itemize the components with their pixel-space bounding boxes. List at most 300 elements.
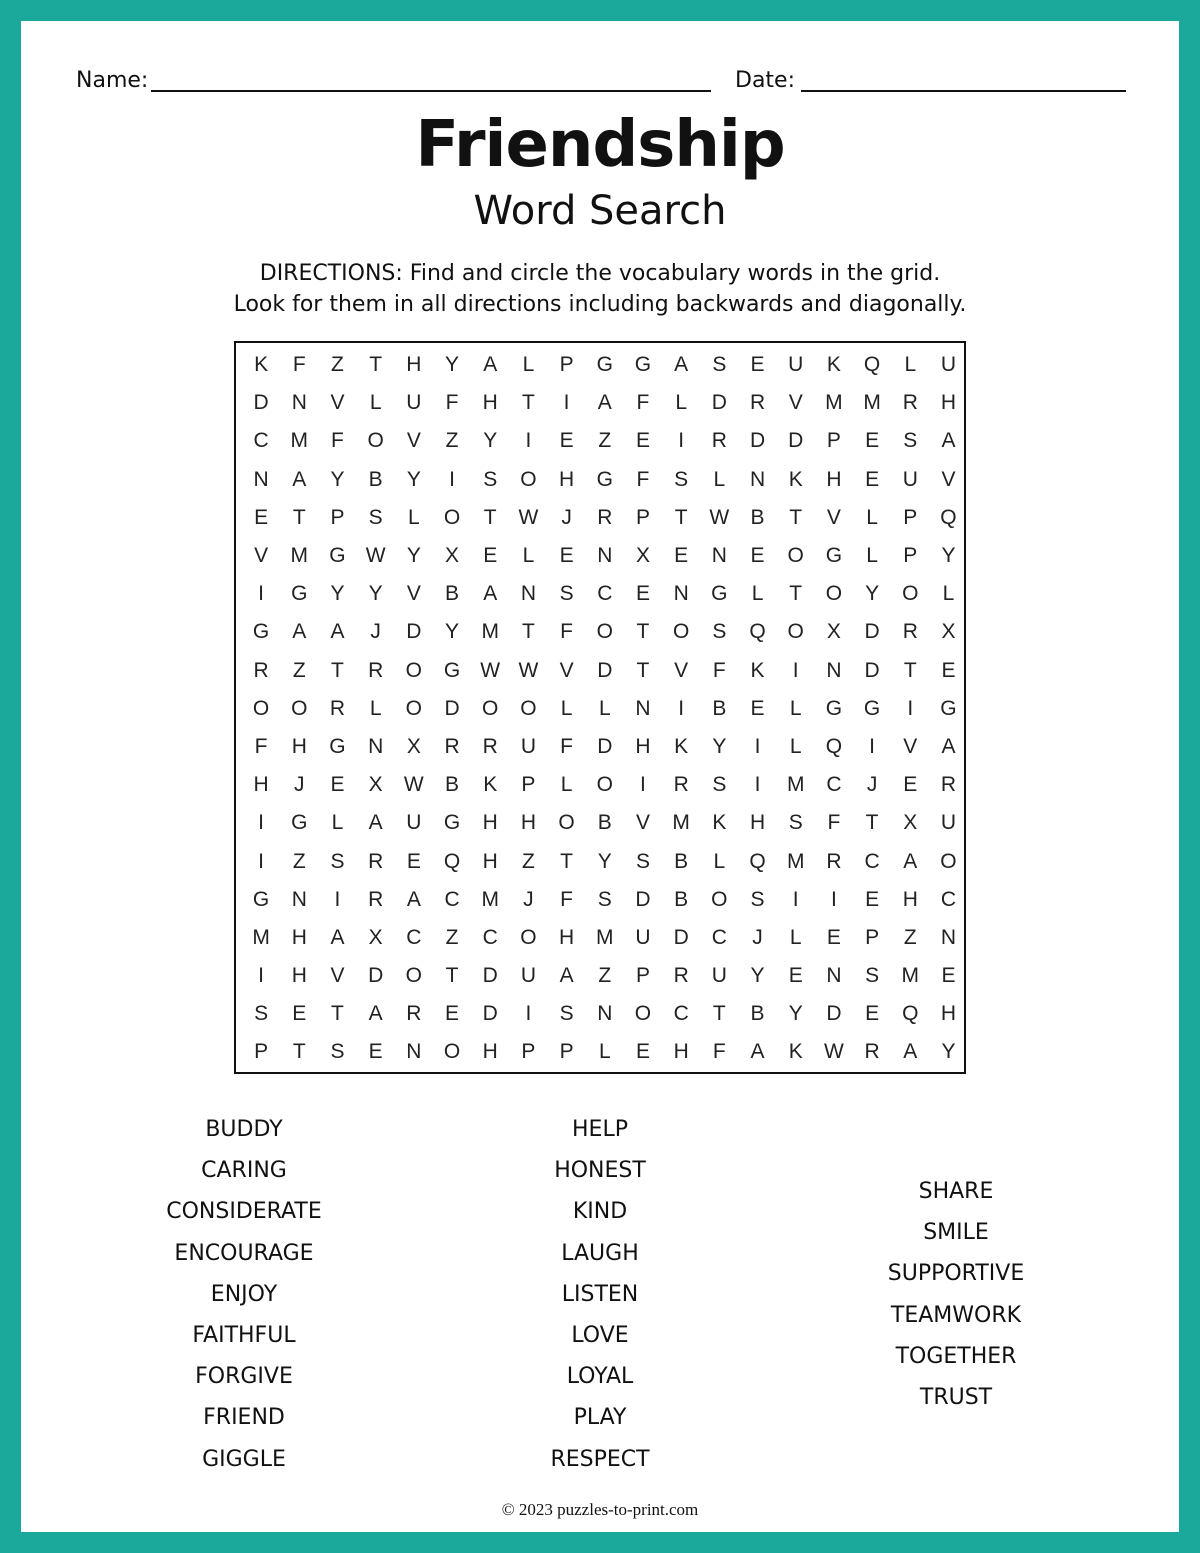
grid-letter[interactable]: C <box>940 887 957 911</box>
grid-letter[interactable]: O <box>405 964 423 988</box>
grid-letter[interactable]: J <box>370 620 381 644</box>
grid-letter[interactable]: H <box>749 811 766 835</box>
grid-letter[interactable]: K <box>483 773 498 797</box>
grid-letter[interactable]: F <box>331 429 344 453</box>
grid-letter[interactable]: S <box>788 811 803 835</box>
grid-letter[interactable]: H <box>559 925 575 949</box>
grid-letter[interactable]: E <box>750 353 765 377</box>
grid-letter[interactable]: A <box>292 620 307 644</box>
grid-letter[interactable]: R <box>902 391 918 415</box>
grid-letter[interactable]: R <box>864 1040 880 1064</box>
grid-letter[interactable]: L <box>598 1040 611 1064</box>
grid-letter[interactable]: E <box>941 658 956 682</box>
grid-letter[interactable]: G <box>825 696 843 720</box>
grid-letter[interactable]: N <box>711 544 727 568</box>
grid-letter[interactable]: A <box>368 811 383 835</box>
grid-letter[interactable]: B <box>750 505 765 529</box>
grid-letter[interactable]: T <box>789 582 803 606</box>
grid-letter[interactable]: S <box>483 467 498 491</box>
grid-letter[interactable]: Q <box>863 353 881 377</box>
grid-letter[interactable]: O <box>634 1002 652 1026</box>
grid-letter[interactable]: Z <box>598 429 612 453</box>
grid-letter[interactable]: R <box>253 658 269 682</box>
grid-letter[interactable]: J <box>561 505 572 529</box>
grid-letter[interactable]: A <box>330 620 345 644</box>
grid-letter[interactable]: K <box>712 811 727 835</box>
grid-letter[interactable]: D <box>597 734 613 758</box>
grid-letter[interactable]: O <box>520 696 537 720</box>
grid-letter[interactable]: D <box>482 1002 498 1026</box>
grid-letter[interactable]: G <box>291 582 308 606</box>
grid-letter[interactable]: S <box>597 887 612 911</box>
grid-letter[interactable]: S <box>674 467 689 491</box>
grid-letter[interactable]: E <box>445 1002 460 1026</box>
grid-letter[interactable]: B <box>368 467 383 491</box>
grid-letter[interactable]: R <box>406 1002 422 1026</box>
grid-letter[interactable]: Z <box>903 925 917 949</box>
grid-letter[interactable]: Z <box>292 658 306 682</box>
grid-letter[interactable]: E <box>330 773 345 797</box>
grid-letter[interactable]: A <box>559 964 574 988</box>
grid-letter[interactable]: M <box>596 925 614 949</box>
grid-letter[interactable]: Y <box>941 544 956 568</box>
grid-letter[interactable]: A <box>941 429 956 453</box>
grid-letter[interactable]: G <box>443 658 461 682</box>
grid-letter[interactable]: O <box>520 467 537 491</box>
grid-letter[interactable]: E <box>941 964 956 988</box>
grid-letter[interactable]: H <box>940 391 957 415</box>
grid-letter[interactable]: G <box>940 696 957 720</box>
grid-letter[interactable]: P <box>521 1040 536 1064</box>
grid-letter[interactable]: D <box>673 925 689 949</box>
grid-letter[interactable]: X <box>635 544 650 568</box>
grid-letter[interactable]: T <box>445 964 459 988</box>
grid-letter[interactable]: W <box>518 658 539 682</box>
grid-letter[interactable]: W <box>480 658 501 682</box>
grid-letter[interactable]: I <box>563 391 570 415</box>
grid-letter[interactable]: T <box>865 811 879 835</box>
grid-letter[interactable]: O <box>596 773 613 797</box>
grid-letter[interactable]: T <box>292 505 306 529</box>
grid-letter[interactable]: M <box>481 620 499 644</box>
grid-letter[interactable]: N <box>406 1040 422 1064</box>
grid-letter[interactable]: F <box>292 353 306 377</box>
grid-letter[interactable]: C <box>711 925 727 949</box>
grid-letter[interactable]: L <box>789 925 802 949</box>
grid-letter[interactable]: L <box>789 734 802 758</box>
grid-letter[interactable]: L <box>713 849 726 873</box>
grid-letter[interactable]: I <box>525 1002 532 1026</box>
grid-letter[interactable]: C <box>482 925 498 949</box>
grid-letter[interactable]: N <box>597 544 613 568</box>
grid-letter[interactable]: D <box>444 696 460 720</box>
grid-letter[interactable]: O <box>520 925 537 949</box>
grid-letter[interactable]: A <box>406 887 421 911</box>
grid-letter[interactable]: R <box>673 773 689 797</box>
grid-letter[interactable]: S <box>330 849 345 873</box>
grid-letter[interactable]: H <box>253 773 269 797</box>
grid-letter[interactable]: U <box>788 353 804 377</box>
grid-letter[interactable]: P <box>254 1040 269 1064</box>
grid-letter[interactable]: U <box>406 811 422 835</box>
grid-letter[interactable]: D <box>406 620 422 644</box>
grid-letter[interactable]: A <box>941 734 956 758</box>
grid-letter[interactable]: K <box>788 467 803 491</box>
grid-letter[interactable]: U <box>711 964 727 988</box>
grid-letter[interactable]: I <box>258 582 265 606</box>
grid-letter[interactable]: S <box>865 964 880 988</box>
grid-letter[interactable]: S <box>903 429 918 453</box>
grid-letter[interactable]: I <box>258 849 265 873</box>
grid-letter[interactable]: U <box>635 925 651 949</box>
grid-letter[interactable]: V <box>635 811 650 835</box>
grid-letter[interactable]: F <box>254 734 268 758</box>
grid-letter[interactable]: O <box>596 620 613 644</box>
grid-letter[interactable]: M <box>863 391 881 415</box>
grid-letter[interactable]: F <box>636 467 650 491</box>
grid-letter[interactable]: I <box>830 887 837 911</box>
grid-letter[interactable]: M <box>786 849 805 873</box>
grid-letter[interactable]: L <box>751 582 764 606</box>
grid-letter[interactable]: I <box>334 887 341 911</box>
grid-letter[interactable]: Y <box>483 429 498 453</box>
grid-letter[interactable]: R <box>482 734 498 758</box>
grid-letter[interactable]: L <box>598 696 611 720</box>
grid-letter[interactable]: V <box>903 734 918 758</box>
grid-letter[interactable]: V <box>826 505 841 529</box>
grid-letter[interactable]: S <box>254 1002 269 1026</box>
grid-letter[interactable]: F <box>560 620 573 644</box>
grid-letter[interactable]: B <box>597 811 612 835</box>
grid-letter[interactable]: R <box>444 734 460 758</box>
grid-letter[interactable]: G <box>443 811 461 835</box>
grid-letter[interactable]: V <box>674 658 689 682</box>
grid-letter[interactable]: R <box>749 391 766 415</box>
grid-letter[interactable]: E <box>865 1002 880 1026</box>
grid-letter[interactable]: U <box>406 391 422 415</box>
grid-letter[interactable]: U <box>902 467 918 491</box>
grid-letter[interactable]: T <box>636 658 650 682</box>
grid-letter[interactable]: R <box>940 773 957 797</box>
grid-letter[interactable]: T <box>712 1002 726 1026</box>
grid-letter[interactable]: L <box>942 582 955 606</box>
grid-letter[interactable]: S <box>712 773 727 797</box>
grid-letter[interactable]: D <box>826 1002 842 1026</box>
grid-letter[interactable]: R <box>368 887 384 911</box>
grid-letter[interactable]: J <box>752 925 763 949</box>
grid-letter[interactable]: Y <box>750 964 765 988</box>
grid-letter[interactable]: G <box>252 620 270 644</box>
grid-letter[interactable]: L <box>866 544 878 568</box>
grid-letter[interactable]: O <box>940 849 957 873</box>
grid-letter[interactable]: O <box>482 696 499 720</box>
grid-letter[interactable]: Y <box>788 1002 803 1026</box>
grid-letter[interactable]: Y <box>406 544 421 568</box>
grid-letter[interactable]: W <box>403 773 424 797</box>
grid-letter[interactable]: V <box>254 544 269 568</box>
grid-letter[interactable]: P <box>559 353 574 377</box>
grid-letter[interactable]: W <box>823 1040 844 1064</box>
grid-letter[interactable]: W <box>518 505 539 529</box>
grid-letter[interactable]: D <box>788 429 804 453</box>
grid-letter[interactable]: K <box>826 353 841 377</box>
grid-letter[interactable]: X <box>368 773 383 797</box>
grid-letter[interactable]: N <box>597 1002 613 1026</box>
grid-letter[interactable]: T <box>674 505 688 529</box>
grid-letter[interactable]: E <box>635 582 650 606</box>
grid-letter[interactable]: N <box>291 887 307 911</box>
grid-letter[interactable]: D <box>482 964 498 988</box>
grid-letter[interactable]: I <box>258 811 265 835</box>
grid-letter[interactable]: R <box>826 849 842 873</box>
grid-letter[interactable]: Y <box>445 353 460 377</box>
grid-letter[interactable]: Y <box>941 1040 956 1064</box>
grid-letter[interactable]: V <box>941 467 956 491</box>
grid-letter[interactable]: S <box>712 353 727 377</box>
grid-letter[interactable]: R <box>673 964 689 988</box>
grid-letter[interactable]: E <box>750 544 765 568</box>
grid-letter[interactable]: M <box>672 811 690 835</box>
grid-letter[interactable]: V <box>406 582 421 606</box>
grid-letter[interactable]: A <box>292 467 307 491</box>
grid-letter[interactable]: C <box>406 925 422 949</box>
grid-letter[interactable]: K <box>674 734 689 758</box>
grid-letter[interactable]: U <box>940 811 957 835</box>
grid-letter[interactable]: V <box>559 658 574 682</box>
grid-letter[interactable]: Y <box>368 582 383 606</box>
grid-letter[interactable]: R <box>368 849 384 873</box>
grid-letter[interactable]: L <box>522 353 535 377</box>
grid-letter[interactable]: H <box>635 734 651 758</box>
grid-letter[interactable]: G <box>291 811 308 835</box>
grid-letter[interactable]: L <box>560 773 573 797</box>
grid-letter[interactable]: W <box>365 544 386 568</box>
grid-letter[interactable]: H <box>520 811 536 835</box>
grid-letter[interactable]: T <box>789 505 803 529</box>
grid-letter[interactable]: D <box>864 620 880 644</box>
grid-letter[interactable]: T <box>292 1040 306 1064</box>
grid-letter[interactable]: E <box>368 1040 383 1064</box>
grid-letter[interactable]: E <box>788 964 803 988</box>
grid-letter[interactable]: M <box>825 391 843 415</box>
grid-letter[interactable]: O <box>405 658 423 682</box>
grid-letter[interactable]: D <box>864 658 880 682</box>
grid-letter[interactable]: V <box>330 964 345 988</box>
grid-letter[interactable]: K <box>750 658 765 682</box>
grid-letter[interactable]: D <box>597 658 613 682</box>
grid-letter[interactable]: X <box>826 620 841 644</box>
grid-letter[interactable]: F <box>712 1040 726 1064</box>
grid-letter[interactable]: X <box>368 925 383 949</box>
grid-letter[interactable]: E <box>292 1002 307 1026</box>
grid-letter[interactable]: B <box>712 696 727 720</box>
grid-letter[interactable]: Y <box>445 620 460 644</box>
grid-letter[interactable]: Z <box>292 849 306 873</box>
grid-letter[interactable]: S <box>559 582 574 606</box>
grid-letter[interactable]: U <box>520 734 536 758</box>
grid-letter[interactable]: J <box>866 773 878 797</box>
grid-letter[interactable]: I <box>678 429 685 453</box>
grid-letter[interactable]: F <box>636 391 650 415</box>
grid-letter[interactable]: O <box>443 505 461 529</box>
grid-letter[interactable]: I <box>678 696 685 720</box>
grid-letter[interactable]: G <box>634 353 652 377</box>
grid-letter[interactable]: U <box>940 353 957 377</box>
grid-letter[interactable]: I <box>792 887 799 911</box>
grid-letter[interactable]: N <box>673 582 689 606</box>
grid-letter[interactable]: O <box>902 582 919 606</box>
grid-letter[interactable]: A <box>368 1002 383 1026</box>
grid-letter[interactable]: G <box>329 544 346 568</box>
grid-letter[interactable]: S <box>330 1040 345 1064</box>
grid-letter[interactable]: N <box>368 734 384 758</box>
grid-letter[interactable]: E <box>903 773 918 797</box>
grid-letter[interactable]: B <box>445 773 460 797</box>
grid-letter[interactable]: A <box>330 925 345 949</box>
grid-letter[interactable]: L <box>713 467 726 491</box>
grid-letter[interactable]: O <box>291 696 308 720</box>
grid-letter[interactable]: J <box>523 887 534 911</box>
grid-letter[interactable]: L <box>789 696 802 720</box>
grid-letter[interactable]: I <box>792 658 799 682</box>
grid-letter[interactable]: D <box>711 391 727 415</box>
grid-letter[interactable]: G <box>596 353 613 377</box>
grid-letter[interactable]: L <box>369 696 382 720</box>
grid-letter[interactable]: M <box>481 887 499 911</box>
grid-letter[interactable]: Y <box>406 467 421 491</box>
grid-letter[interactable]: O <box>558 811 575 835</box>
grid-letter[interactable]: L <box>522 544 535 568</box>
grid-letter[interactable]: C <box>597 582 613 606</box>
grid-letter[interactable]: E <box>865 429 880 453</box>
grid-letter[interactable]: O <box>787 620 804 644</box>
grid-letter[interactable]: C <box>673 1002 689 1026</box>
grid-letter[interactable]: F <box>560 734 573 758</box>
grid-letter[interactable]: D <box>635 887 651 911</box>
grid-letter[interactable]: A <box>674 353 689 377</box>
grid-letter[interactable]: H <box>902 887 918 911</box>
grid-letter[interactable]: E <box>865 467 880 491</box>
grid-letter[interactable]: Z <box>598 964 612 988</box>
grid-letter[interactable]: Q <box>940 505 957 529</box>
grid-letter[interactable]: E <box>559 429 574 453</box>
grid-letter[interactable]: K <box>788 1040 803 1064</box>
grid-letter[interactable]: T <box>560 849 573 873</box>
grid-letter[interactable]: B <box>750 1002 765 1026</box>
grid-letter[interactable]: M <box>901 964 920 988</box>
grid-letter[interactable]: F <box>445 391 459 415</box>
grid-letter[interactable]: S <box>559 1002 574 1026</box>
grid-letter[interactable]: C <box>253 429 269 453</box>
grid-letter[interactable]: H <box>559 467 575 491</box>
grid-letter[interactable]: O <box>672 620 690 644</box>
grid-letter[interactable]: T <box>369 353 383 377</box>
grid-letter[interactable]: L <box>408 505 420 529</box>
grid-letter[interactable]: I <box>754 734 761 758</box>
grid-letter[interactable]: W <box>709 505 730 529</box>
grid-letter[interactable]: H <box>291 964 307 988</box>
grid-letter[interactable]: E <box>635 429 650 453</box>
grid-letter[interactable]: P <box>521 773 536 797</box>
grid-letter[interactable]: C <box>826 773 842 797</box>
grid-letter[interactable]: T <box>483 505 497 529</box>
grid-letter[interactable]: T <box>636 620 650 644</box>
grid-letter[interactable]: E <box>406 849 421 873</box>
grid-letter[interactable]: D <box>368 964 384 988</box>
grid-letter[interactable]: Y <box>597 849 612 873</box>
grid-letter[interactable]: R <box>597 505 613 529</box>
grid-letter[interactable]: B <box>674 849 689 873</box>
grid-letter[interactable]: T <box>331 1002 344 1026</box>
grid-letter[interactable]: I <box>754 773 761 797</box>
grid-letter[interactable]: H <box>482 391 498 415</box>
grid-letter[interactable]: L <box>331 811 344 835</box>
grid-letter[interactable]: I <box>640 773 646 797</box>
grid-letter[interactable]: I <box>907 696 914 720</box>
grid-letter[interactable]: P <box>559 1040 574 1064</box>
grid-letter[interactable]: Z <box>521 849 535 873</box>
grid-letter[interactable]: O <box>405 696 423 720</box>
grid-letter[interactable]: I <box>869 734 876 758</box>
grid-letter[interactable]: N <box>635 696 651 720</box>
grid-letter[interactable]: Z <box>445 925 459 949</box>
grid-letter[interactable]: X <box>903 811 918 835</box>
grid-letter[interactable]: L <box>866 505 878 529</box>
grid-letter[interactable]: H <box>482 811 498 835</box>
grid-letter[interactable]: S <box>368 505 383 529</box>
grid-letter[interactable]: J <box>294 773 305 797</box>
grid-letter[interactable]: Q <box>825 734 843 758</box>
grid-letter[interactable]: F <box>560 887 573 911</box>
grid-letter[interactable]: N <box>520 582 536 606</box>
grid-letter[interactable]: Y <box>330 467 345 491</box>
grid-letter[interactable]: E <box>559 544 574 568</box>
grid-letter[interactable]: R <box>711 429 727 453</box>
grid-letter[interactable]: O <box>443 1040 461 1064</box>
grid-letter[interactable]: L <box>904 353 917 377</box>
grid-letter[interactable]: V <box>330 391 345 415</box>
grid-letter[interactable]: X <box>406 734 421 758</box>
grid-letter[interactable]: N <box>253 467 269 491</box>
grid-letter[interactable]: E <box>483 544 498 568</box>
grid-letter[interactable]: G <box>825 544 843 568</box>
grid-letter[interactable]: V <box>406 429 421 453</box>
grid-letter[interactable]: Y <box>330 582 345 606</box>
grid-letter[interactable]: Z <box>331 353 344 377</box>
grid-letter[interactable]: L <box>560 696 573 720</box>
grid-letter[interactable]: A <box>483 353 498 377</box>
grid-letter[interactable]: R <box>368 658 384 682</box>
grid-letter[interactable]: Q <box>749 620 766 644</box>
grid-letter[interactable]: P <box>330 505 345 529</box>
grid-letter[interactable]: O <box>252 696 270 720</box>
grid-letter[interactable]: E <box>865 887 880 911</box>
grid-letter[interactable]: F <box>827 811 841 835</box>
grid-letter[interactable]: H <box>291 734 307 758</box>
grid-letter[interactable]: I <box>258 964 265 988</box>
grid-letter[interactable]: M <box>786 773 805 797</box>
grid-letter[interactable]: M <box>290 544 309 568</box>
grid-letter[interactable]: L <box>369 391 382 415</box>
grid-letter[interactable]: G <box>252 887 270 911</box>
grid-letter[interactable]: O <box>825 582 843 606</box>
grid-letter[interactable]: V <box>788 391 803 415</box>
grid-letter[interactable]: O <box>711 887 728 911</box>
grid-letter[interactable]: Q <box>443 849 461 873</box>
grid-letter[interactable]: P <box>635 964 650 988</box>
grid-letter[interactable]: P <box>903 505 918 529</box>
grid-letter[interactable]: S <box>712 620 727 644</box>
